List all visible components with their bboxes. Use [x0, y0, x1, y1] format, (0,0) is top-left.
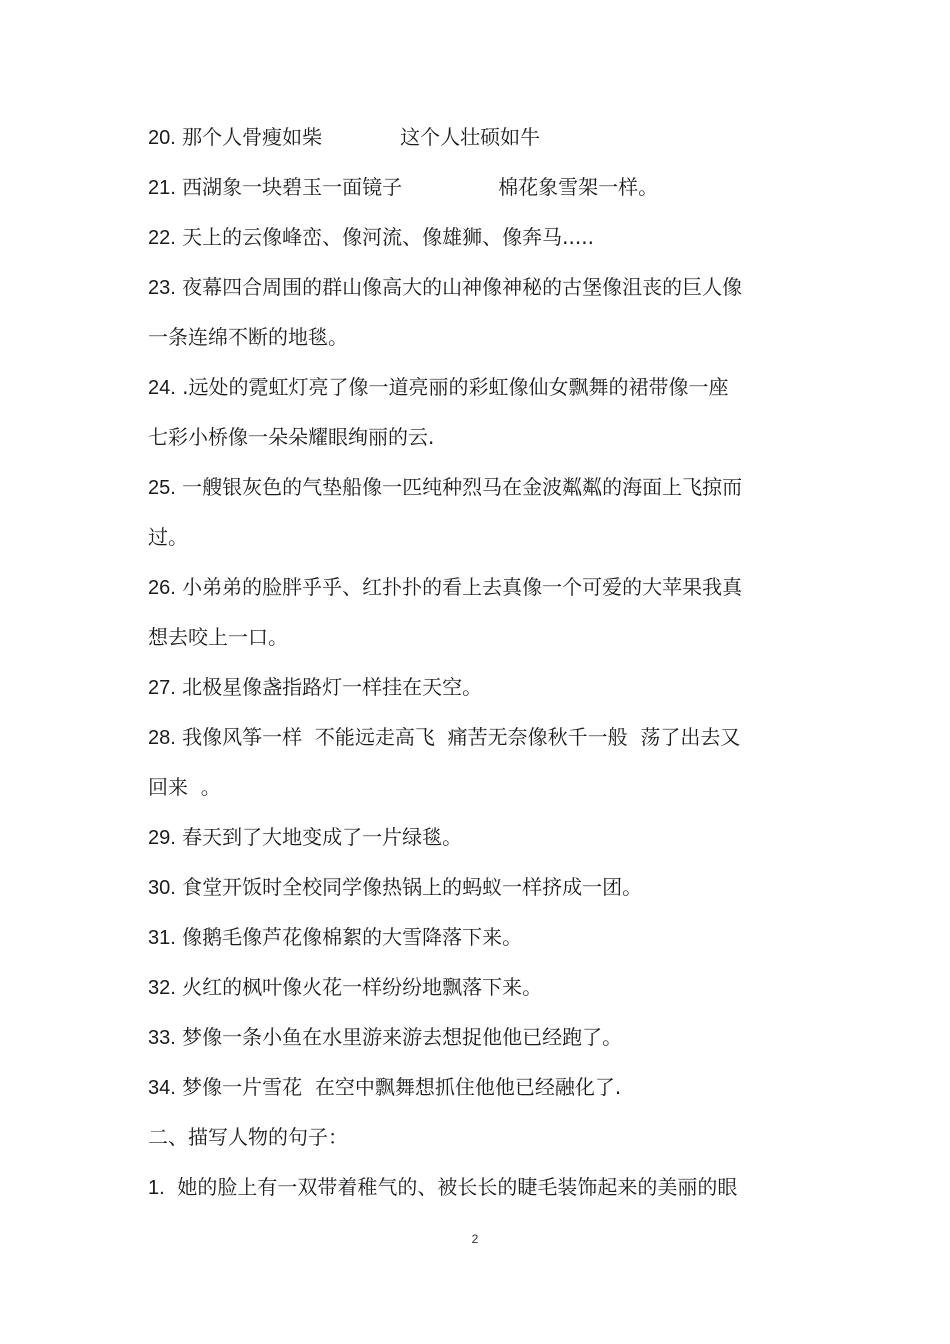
line-text: 那个人骨瘦如柴 — [182, 125, 323, 149]
text-line — [148, 562, 818, 612]
text-line — [148, 162, 818, 212]
line-number: 28. — [148, 727, 176, 749]
text-line-continued — [148, 762, 818, 812]
line-text: 一艘银灰色的气垫船像一匹纯种烈马在金波粼粼的海面上飞掠而 — [182, 475, 743, 499]
section-heading — [148, 1112, 818, 1162]
line-number: 31. — [148, 927, 176, 949]
text-line — [148, 1062, 818, 1112]
line-text: 一条连绵不断的地毯。 — [148, 325, 348, 349]
text-line — [148, 362, 818, 412]
line-number: 30. — [148, 877, 176, 899]
text-line — [148, 112, 818, 162]
text-line-continued — [148, 612, 818, 662]
line-text: 过。 — [148, 525, 188, 549]
line-text-second: 棉花象雪架一样。 — [498, 175, 659, 199]
line-number: 34. — [148, 1077, 176, 1099]
text-line — [148, 1162, 818, 1212]
line-number: 23. — [148, 277, 176, 299]
line-number: 27. — [148, 677, 176, 699]
line-text-second: 这个人壮硕如牛 — [400, 125, 541, 149]
line-text: 梦像一条小鱼在水里游来游去想捉他他已经跑了。 — [182, 1025, 623, 1049]
line-number: 26. — [148, 577, 176, 599]
line-number: 21. — [148, 177, 176, 199]
text-line-continued — [148, 312, 818, 362]
line-number: 25. — [148, 477, 176, 499]
text-line — [148, 212, 818, 262]
line-text: 她的脸上有一双带着稚气的、被长长的睫毛装饰起来的美丽的眼 — [177, 1175, 738, 1199]
section-heading-text: 二、描写人物的句子： — [148, 1125, 348, 1149]
line-text: 我像风筝一样 不能远走高飞 痛苦无奈像秋千一般 荡了出去又 — [182, 725, 741, 749]
line-number: 33. — [148, 1027, 176, 1049]
text-line-continued — [148, 412, 818, 462]
line-text: 回来 。 — [148, 775, 221, 799]
line-text: 火红的枫叶像火花一样纷纷地飘落下来。 — [182, 975, 543, 999]
line-number: 32. — [148, 977, 176, 999]
line-text: 食堂开饭时全校同学像热锅上的蚂蚁一样挤成一团。 — [182, 875, 643, 899]
text-line — [148, 462, 818, 512]
text-line — [148, 962, 818, 1012]
line-text: .远处的霓虹灯亮了像一道亮丽的彩虹像仙女飘舞的裙带像一座 — [182, 375, 729, 399]
page-number: 2 — [471, 1232, 479, 1246]
line-number: 22. — [148, 227, 176, 249]
line-text: 春天到了大地变成了一片绿毯。 — [182, 825, 463, 849]
text-line — [148, 262, 818, 312]
line-number: 1. — [148, 1177, 165, 1199]
document-body — [148, 112, 818, 1212]
line-text: 想去咬上一口。 — [148, 625, 288, 649]
line-text: 梦像一片雪花 在空中飘舞想抓住他他已经融化了. — [182, 1075, 622, 1099]
line-text: 小弟弟的脸胖乎乎、红扑扑的看上去真像一个可爱的大苹果我真 — [182, 575, 743, 599]
text-line — [148, 912, 818, 962]
line-number: 29. — [148, 827, 176, 849]
line-text: 像鹅毛像芦花像棉絮的大雪降落下来。 — [182, 925, 523, 949]
line-number: 24. — [148, 377, 176, 399]
text-line — [148, 862, 818, 912]
text-line-continued — [148, 512, 818, 562]
text-line — [148, 1012, 818, 1062]
line-number: 20. — [148, 127, 176, 149]
text-line — [148, 712, 818, 762]
text-line — [148, 812, 818, 862]
line-text: 西湖象一块碧玉一面镜子 — [182, 175, 403, 199]
line-text: 夜幕四合周围的群山像高大的山神像神秘的古堡像沮丧的巨人像 — [182, 275, 743, 299]
text-line — [148, 662, 818, 712]
line-text: 七彩小桥像一朵朵耀眼绚丽的云. — [148, 425, 435, 449]
line-text: 北极星像盏指路灯一样挂在天空。 — [182, 675, 483, 699]
line-text: 天上的云像峰峦、像河流、像雄狮、像奔马..... — [182, 225, 594, 249]
